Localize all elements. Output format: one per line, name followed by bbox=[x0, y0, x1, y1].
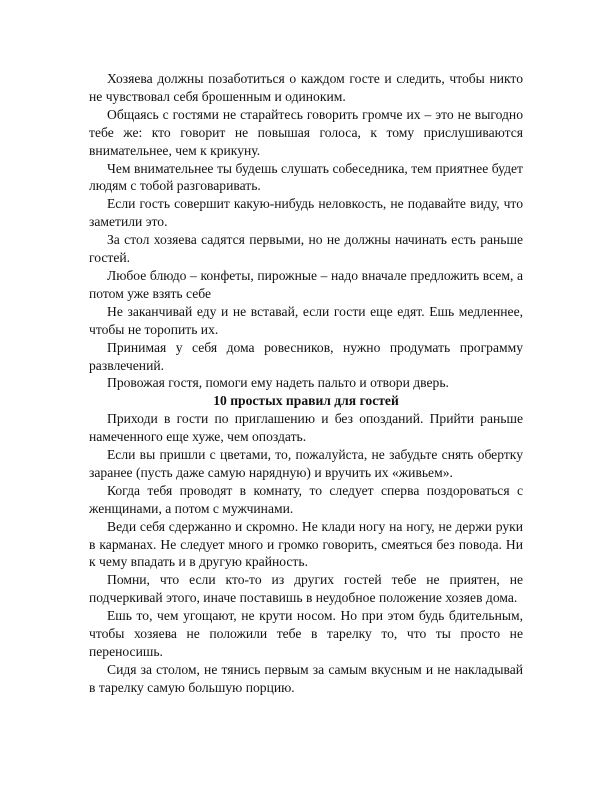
paragraph-see-off-guest: Провожая гостя, помоги ему надеть пальто и отвори дверь. bbox=[107, 375, 449, 391]
paragraph-listen: Чем внимательнее ты будешь слушать собеседника, тем приятнее будет людям с тобой разговаривать. bbox=[89, 160, 523, 194]
paragraph-greeting-order: Когда тебя проводят в комнату, то следует сперва поздороваться с женщинами, а потом с мужчинами. bbox=[89, 482, 523, 516]
paragraph-speak-quietly: Общаясь с гостями не старайтесь говорить громче их – это не выгодно тебе же: кто говорит не повышая голоса, к тому прислушиваются внимательнее, чем к крикуну. bbox=[89, 106, 523, 158]
paragraph-host-care: Хозяева должны позаботиться о каждом госте и следить, чтобы никто не чувствовал себя брошенным и одиноким. bbox=[89, 71, 523, 104]
section-heading: 10 простых правил для гостей bbox=[213, 393, 399, 409]
document-body bbox=[89, 70, 523, 697]
paragraph-table-manners: Сидя за столом, не тянись первым за самым вкусным и не накладывай в тарелку самую большую порцию. bbox=[89, 661, 523, 695]
paragraph-arrive-on-time: Приходи в гости по приглашению и без опозданий. Прийти раньше намеченного еще хуже, чем опоздать. bbox=[89, 411, 523, 445]
paragraph-hosts-sit-first: За стол хозяева садятся первыми, но не должны начинать есть раньше гостей. bbox=[89, 232, 523, 266]
paragraph-eat-slowly: Не заканчивай еду и не вставай, если гости еще едят. Ешь медленнее, чтобы не торопить их. bbox=[89, 303, 523, 337]
paragraph-eat-what-offered: Ешь то, чем угощают, не крути носом. Но при этом будь бдительным, чтобы хозяева не положили тебе в тарелку то, что ты просто не переносишь. bbox=[89, 608, 523, 659]
paragraph-flowers: Если вы пришли с цветами, то, пожалуйста, не забудьте снять обертку заранее (пусть даже самую нарядную) и вручить их «живьем». bbox=[89, 447, 523, 480]
paragraph-guest-mistake: Если гость совершит какую-нибудь неловкость, не подавайте виду, что заметили это. bbox=[89, 196, 523, 230]
paragraph-unpleasant-guest: Помни, что если кто-то из других гостей тебе не приятен, не подчеркивай этого, иначе поставишь в неудобное положение хозяев дома. bbox=[89, 572, 523, 606]
paragraph-entertainment: Принимая у себя дома ровесников, нужно продумать программу развлечений. bbox=[89, 339, 523, 373]
paragraph-offer-dish: Любое блюдо – конфеты, пирожные – надо вначале предложить всем, а потом уже взять себе bbox=[89, 267, 523, 301]
paragraph-modest-behavior: Веди себя сдержанно и скромно. Не клади ногу на ногу, не держи руки в карманах. Не следует много и громко говорить, смеяться без повода. Ни к чему впадать и в другую крайность. bbox=[89, 518, 523, 570]
